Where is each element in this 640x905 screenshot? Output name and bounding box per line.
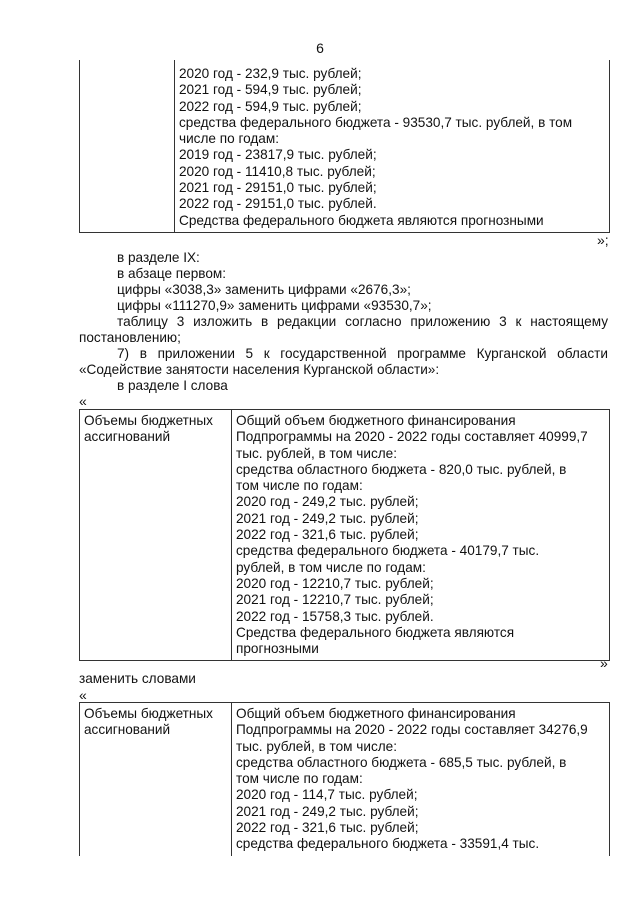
open-quote: «	[79, 393, 87, 409]
close-quote: »;	[597, 232, 609, 248]
table2-line: 2022 год - 321,6 тыс. рублей;	[236, 527, 419, 543]
table2-value-cell	[232, 410, 610, 661]
table1-label-cell	[80, 60, 175, 232]
paragraph: таблицу 3 изложить в редакции согласно приложению 3 к настоящему	[117, 314, 608, 329]
table2-line: Средства федерального бюджета являются	[236, 624, 515, 640]
table2-label: ассигнований	[84, 429, 171, 445]
budget-table-new	[79, 702, 610, 856]
table3-line: Общий объем бюджетного финансирования	[236, 706, 516, 721]
table3-value-cell	[232, 703, 610, 856]
table1-line: 2019 год - 23817,9 тыс. рублей;	[179, 147, 377, 163]
table2-line: Общий объем бюджетного финансирования	[236, 413, 516, 428]
table1-line: 2022 год - 594,9 тыс. рублей;	[179, 98, 362, 114]
paragraph: постановлению;	[79, 330, 181, 345]
table2-line: тыс. рублей, в том числе:	[236, 445, 398, 461]
table2-line: Подпрограммы на 2020 - 2022 годы составляет 40999,7	[236, 429, 588, 445]
table2-line: 2021 год - 249,2 тыс. рублей;	[236, 510, 419, 526]
page-number: 6	[316, 40, 324, 56]
budget-table-continuation	[79, 60, 610, 233]
table3-line: средства федерального бюджета - 33591,4 тыс.	[236, 836, 540, 852]
table2-line: 2021 год - 12210,7 тыс. рублей;	[236, 592, 434, 608]
table2-line: рублей, в том числе по годам:	[236, 559, 426, 575]
paragraph: «Содействие занятости населения Курганской области»:	[79, 362, 440, 377]
table2-line: прогнозными	[236, 641, 319, 657]
table2-line: том числе по годам:	[236, 478, 363, 494]
paragraph: цифры «111270,9» заменить цифрами «93530,7»;	[117, 298, 432, 313]
table3-line: том числе по годам:	[236, 771, 363, 787]
table1-line: средства федерального бюджета - 93530,7 тыс. рублей, в том	[179, 114, 573, 130]
open-quote: «	[79, 687, 87, 703]
paragraph: 7) в приложении 5 к государственной программе Курганской области	[117, 346, 608, 361]
paragraph: цифры «3038,3» заменить цифрами «2676,3»;	[117, 282, 411, 297]
budget-table-old	[79, 409, 610, 661]
table3-line: 2022 год - 321,6 тыс. рублей;	[236, 820, 419, 836]
table1-line: 2022 год - 29151,0 тыс. рублей.	[179, 196, 377, 212]
table1-line: 2021 год - 29151,0 тыс. рублей;	[179, 180, 377, 196]
table2-label-cell	[80, 410, 232, 661]
table3-line: Подпрограммы на 2020 - 2022 годы составляет 34276,9	[236, 722, 588, 738]
table2-line: 2020 год - 12210,7 тыс. рублей;	[236, 575, 434, 591]
table2-line: 2020 год - 249,2 тыс. рублей;	[236, 494, 419, 510]
table3-line: 2021 год - 249,2 тыс. рублей;	[236, 803, 419, 819]
table3-line: тыс. рублей, в том числе:	[236, 738, 398, 754]
table1-line: Средства федерального бюджета являются прогнозными	[179, 212, 544, 228]
table1-line: 2020 год - 232,9 тыс. рублей;	[179, 66, 362, 81]
paragraph: в разделе I слова	[117, 378, 228, 393]
paragraph: заменить словами	[79, 671, 196, 686]
table2-line: средства областного бюджета - 820,0 тыс. рублей, в	[236, 461, 567, 477]
paragraph: в абзаце первом:	[117, 266, 227, 281]
table1-line: 2020 год - 11410,8 тыс. рублей;	[179, 163, 376, 179]
table1-line: числе по годам:	[179, 131, 279, 147]
table2-line: средства федерального бюджета - 40179,7 тыс.	[236, 543, 540, 559]
table3-line: средства областного бюджета - 685,5 тыс. рублей, в	[236, 754, 567, 770]
table3-label: ассигнований	[84, 722, 171, 738]
close-quote: »	[600, 655, 608, 671]
table1-value-cell	[175, 60, 610, 232]
table2-label: Объемы бюджетных	[84, 413, 213, 428]
table3-label: Объемы бюджетных	[84, 706, 213, 721]
table3-label-cell	[80, 703, 232, 856]
table2-line: 2022 год - 15758,3 тыс. рублей.	[236, 608, 434, 624]
table3-line: 2020 год - 114,7 тыс. рублей;	[236, 787, 418, 803]
paragraph: в разделе IX:	[117, 250, 200, 265]
table1-line: 2021 год - 594,9 тыс. рублей;	[179, 82, 362, 98]
